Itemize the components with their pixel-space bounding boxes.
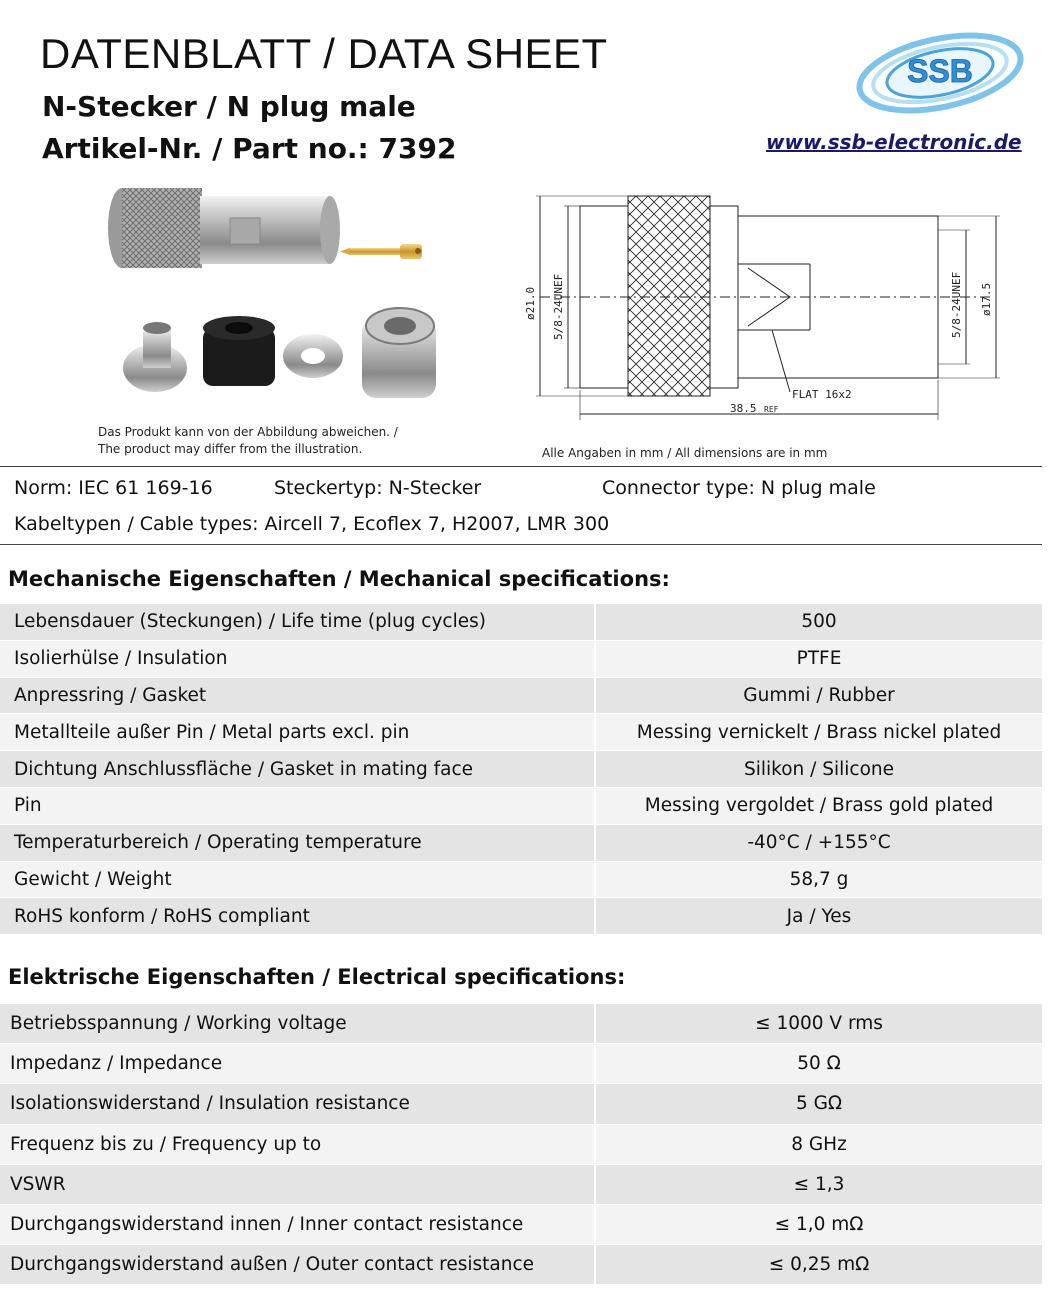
dim-ref: REF: [764, 405, 779, 414]
spec-value: Silikon / Silicone: [596, 751, 1042, 787]
dim-length: 38.5: [730, 402, 757, 415]
website-link[interactable]: www.ssb-electronic.de: [766, 130, 1022, 154]
spec-key: Metallteile außer Pin / Metal parts excl. pin: [0, 714, 596, 750]
dim-thread-right: 5/8-24UNEF: [950, 271, 963, 338]
table-row: [0, 678, 1042, 715]
dim-dia-21: ø21.0: [524, 286, 537, 320]
spec-key: Isolationswiderstand / Insulation resistance: [0, 1084, 596, 1123]
ssb-logo: [848, 18, 1028, 118]
part-number: Artikel-Nr. / Part no.: 7392: [42, 132, 457, 165]
spec-value: 50 Ω: [596, 1044, 1042, 1083]
spec-key: Durchgangswiderstand außen / Outer contact resistance: [0, 1245, 596, 1284]
drawing-caption: Alle Angaben in mm / All dimensions are in mm: [542, 446, 828, 460]
spec-value: ≤ 1000 V rms: [596, 1004, 1042, 1043]
spec-value: ≤ 0,25 mΩ: [596, 1245, 1042, 1284]
spec-key: Lebensdauer (Steckungen) / Life time (plug cycles): [0, 604, 596, 640]
product-name: N-Stecker / N plug male: [42, 90, 416, 123]
spec-key: Impedanz / Impedance: [0, 1044, 596, 1083]
mechanical-table: [0, 604, 1042, 935]
dim-dia-17: ø17.5: [980, 282, 993, 316]
table-row: [0, 1044, 1042, 1084]
connector-type-label: Connector type: N plug male: [602, 477, 876, 499]
page-title: DATENBLATT / DATA SHEET: [40, 30, 608, 77]
electrical-table: [0, 1004, 1042, 1285]
spec-key: Dichtung Anschlussfläche / Gasket in mating face: [0, 751, 596, 787]
spec-value: Messing vergoldet / Brass gold plated: [596, 788, 1042, 824]
table-row: [0, 1125, 1042, 1165]
dim-flat: FLAT 16x2: [792, 388, 852, 401]
divider-top: [0, 466, 1042, 467]
spec-value: -40°C / +155°C: [596, 825, 1042, 861]
steckertyp-label: Steckertyp: N-Stecker: [274, 477, 482, 499]
table-row: [0, 862, 1042, 899]
spec-value: Ja / Yes: [596, 898, 1042, 934]
photo-caption-line-2: The product may differ from the illustration.: [98, 442, 363, 456]
spec-key: Pin: [0, 788, 596, 824]
spec-value: ≤ 1,0 mΩ: [596, 1205, 1042, 1244]
spec-value: Gummi / Rubber: [596, 678, 1042, 714]
product-photo: [100, 178, 450, 418]
spec-key: Anpressring / Gasket: [0, 678, 596, 714]
spec-value: PTFE: [596, 641, 1042, 677]
spec-value: 8 GHz: [596, 1125, 1042, 1164]
spec-key: RoHS konform / RoHS compliant: [0, 898, 596, 934]
mechanical-title: Mechanische Eigenschaften / Mechanical specifications:: [8, 567, 670, 591]
cable-types-label: Kabeltypen / Cable types: Aircell 7, Ecoflex 7, H2007, LMR 300: [14, 513, 610, 535]
spec-key: Betriebsspannung / Working voltage: [0, 1004, 596, 1043]
spec-value: ≤ 1,3: [596, 1165, 1042, 1204]
table-row: [0, 1165, 1042, 1205]
table-row: [0, 1245, 1042, 1285]
table-row: [0, 604, 1042, 641]
table-row: [0, 751, 1042, 788]
dim-thread-left: 5/8-24UNEF: [552, 273, 565, 340]
table-row: [0, 1084, 1042, 1124]
spec-key: VSWR: [0, 1165, 596, 1204]
spec-key: Frequenz bis zu / Frequency up to: [0, 1125, 596, 1164]
spec-key: Isolierhülse / Insulation: [0, 641, 596, 677]
logo-text: SSB: [907, 53, 973, 89]
spec-key: Durchgangswiderstand innen / Inner contact resistance: [0, 1205, 596, 1244]
table-row: [0, 898, 1042, 935]
spec-value: 5 GΩ: [596, 1084, 1042, 1123]
table-row: [0, 641, 1042, 678]
electrical-title: Elektrische Eigenschaften / Electrical specifications:: [8, 965, 626, 989]
table-row: [0, 1004, 1042, 1044]
technical-drawing: [510, 190, 1010, 425]
norm-label: Norm: IEC 61 169-16: [14, 477, 213, 499]
spec-value: 500: [596, 604, 1042, 640]
spec-value: Messing vernickelt / Brass nickel plated: [596, 714, 1042, 750]
table-row: [0, 788, 1042, 825]
photo-caption-line-1: Das Produkt kann von der Abbildung abweichen. /: [98, 425, 398, 439]
table-row: [0, 714, 1042, 751]
spec-value: 58,7 g: [596, 862, 1042, 898]
spec-key: Temperaturbereich / Operating temperature: [0, 825, 596, 861]
table-row: [0, 1205, 1042, 1245]
divider-bottom: [0, 544, 1042, 545]
photo-caption: [98, 424, 398, 458]
table-row: [0, 825, 1042, 862]
spec-key: Gewicht / Weight: [0, 862, 596, 898]
